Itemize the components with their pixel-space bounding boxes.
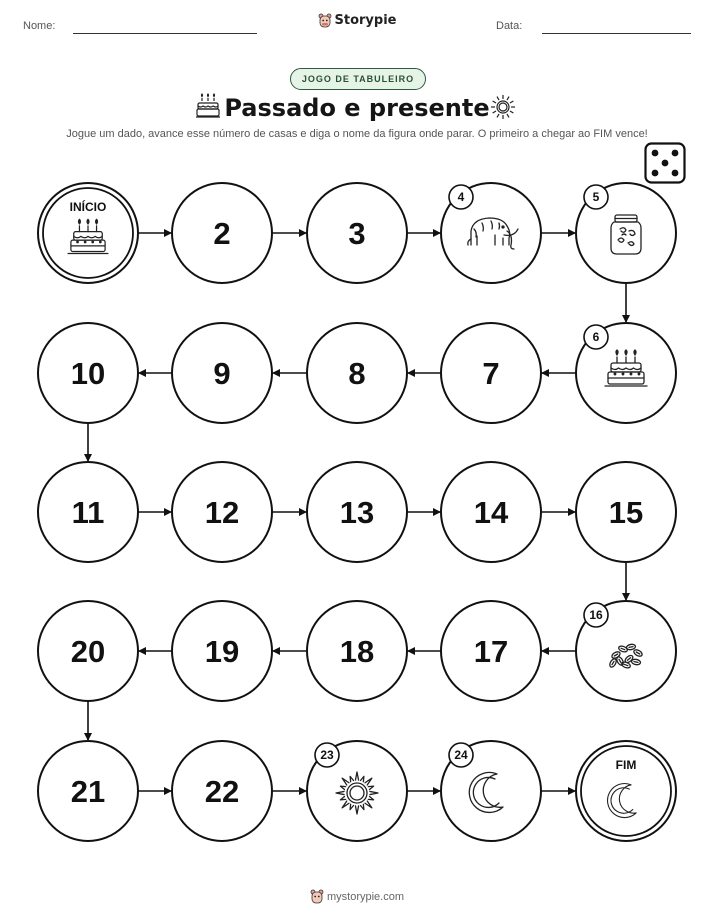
footer-url: mystorypie.com <box>326 891 405 903</box>
space-number: 12 <box>204 495 240 530</box>
space-number-badge: 5 <box>592 190 600 204</box>
board-space-6 <box>576 323 676 423</box>
space-number: 19 <box>204 634 240 669</box>
board-space-11 <box>38 462 138 562</box>
date-label: Data: <box>496 20 523 32</box>
board-space-15 <box>576 462 676 562</box>
space-number: 2 <box>213 216 231 251</box>
space-number: 8 <box>348 356 366 391</box>
board-space-25 <box>576 741 676 841</box>
footer <box>0 889 714 904</box>
start-label: INÍCIO <box>69 200 107 214</box>
space-number: 11 <box>71 495 105 530</box>
board-space-19 <box>172 601 272 701</box>
board-space-4 <box>441 183 541 283</box>
board-space-17 <box>441 601 541 701</box>
space-number: 18 <box>339 634 375 669</box>
board-space-21 <box>38 741 138 841</box>
board-space-1 <box>38 183 138 283</box>
space-number-badge: 6 <box>592 330 600 344</box>
space-number: 21 <box>70 774 106 809</box>
brand-name: Storypie <box>334 13 397 28</box>
end-label: FIM <box>615 758 637 772</box>
board-space-23 <box>307 741 407 841</box>
board-space-5 <box>576 183 676 283</box>
space-number: 10 <box>70 356 106 391</box>
space-number-badge: 16 <box>589 608 603 622</box>
category-badge: JOGO DE TABULEIRO <box>290 68 426 90</box>
board-space-9 <box>172 323 272 423</box>
space-number: 13 <box>339 495 375 530</box>
board-space-7 <box>441 323 541 423</box>
space-number: 15 <box>608 495 644 530</box>
space-number-badge: 4 <box>457 190 465 204</box>
board-space-3 <box>307 183 407 283</box>
page-title: Passado e presente <box>224 94 490 122</box>
space-number: 3 <box>348 216 366 251</box>
board-space-24 <box>441 741 541 841</box>
instructions: Jogue um dado, avance esse número de casas e diga o nome da figura onde parar. O primeiro a chegar ao FIM vence! <box>66 128 648 140</box>
space-number: 7 <box>482 356 500 391</box>
space-number: 9 <box>213 356 231 391</box>
board-space-10 <box>38 323 138 423</box>
space-number: 14 <box>473 495 509 530</box>
board-space-20 <box>38 601 138 701</box>
space-number-badge: 23 <box>320 748 334 762</box>
board-space-16 <box>576 601 676 701</box>
space-number-badge: 24 <box>454 748 468 762</box>
board-space-12 <box>172 462 272 562</box>
board-space-2 <box>172 183 272 283</box>
space-number: 22 <box>204 774 240 809</box>
name-label: Nome: <box>23 20 56 32</box>
space-number: 20 <box>70 634 106 669</box>
board-space-22 <box>172 741 272 841</box>
storypie-mascot-icon <box>310 889 324 904</box>
board-space-18 <box>307 601 407 701</box>
space-number: 17 <box>473 634 509 669</box>
board-space-8 <box>307 323 407 423</box>
board-space-13 <box>307 462 407 562</box>
board-space-14 <box>441 462 541 562</box>
